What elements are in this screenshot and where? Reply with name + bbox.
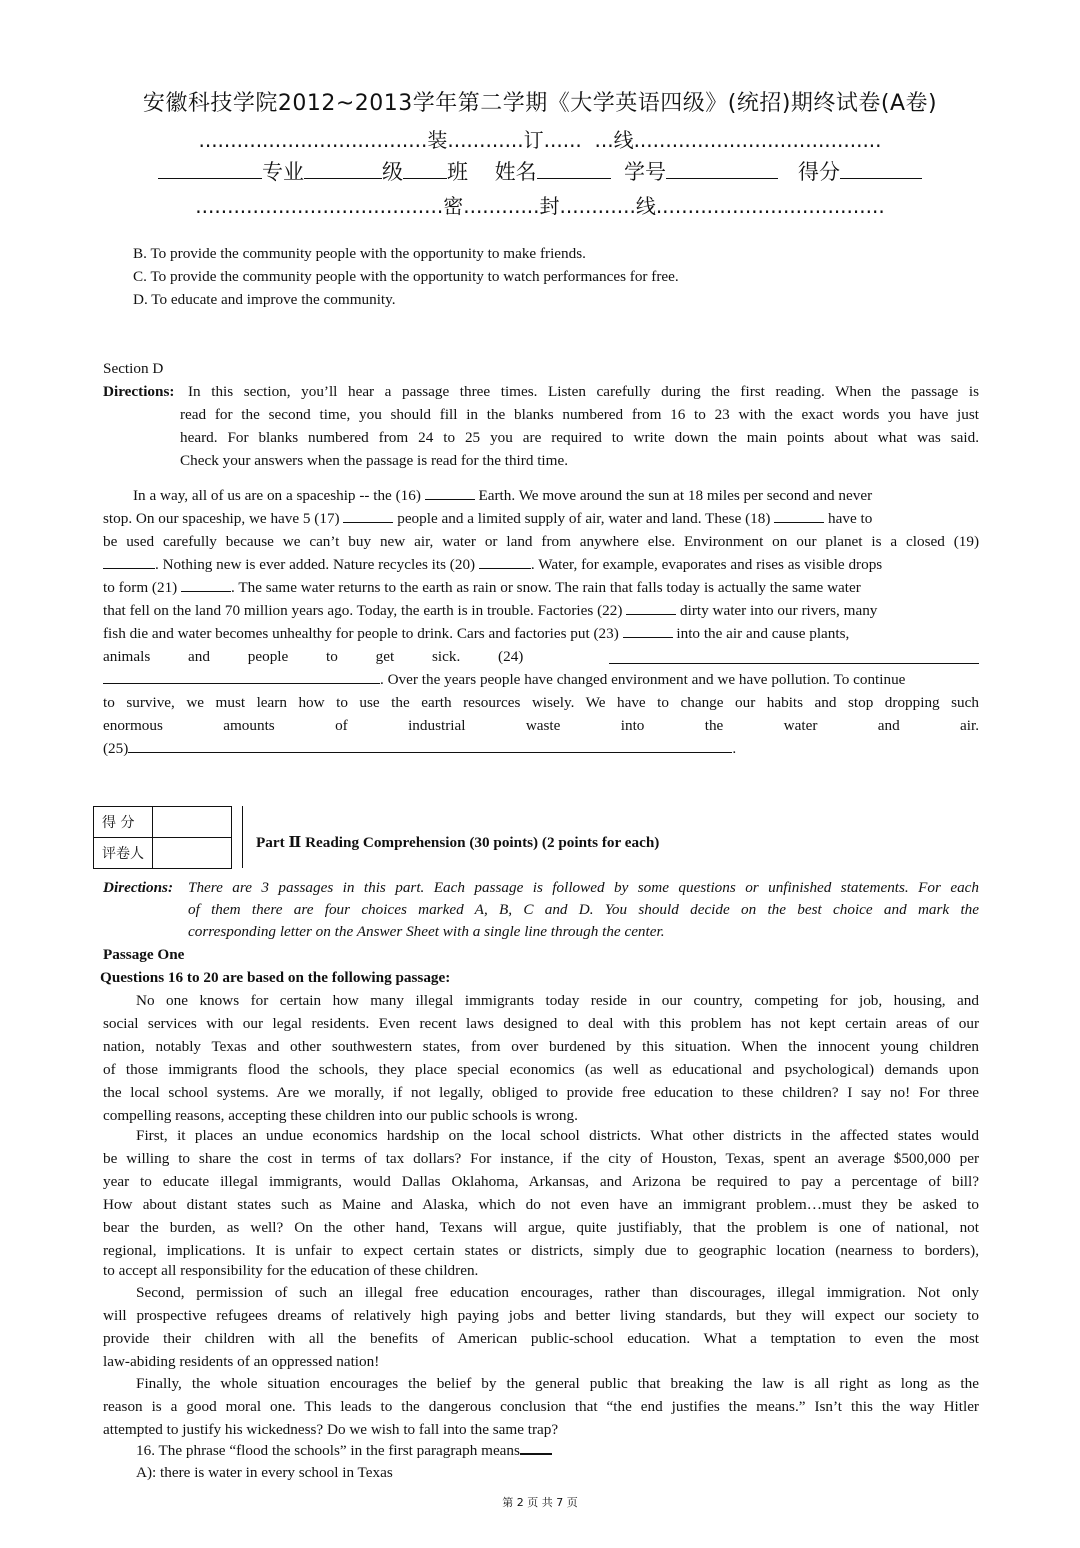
major-blank[interactable]	[158, 160, 262, 179]
paragraph-line: of those immigrants flood the schools, they place special economics (as well as educational and psychological) demands upon	[103, 1061, 979, 1078]
questions-intro: Questions 16 to 20 are based on the following passage:	[100, 969, 451, 986]
part2-directions-line: of them there are four choices marked A, B, C and D. You should decide on the best choice and mark the	[188, 901, 979, 918]
passage-line: that fell on the land 70 million years ago. Today, the earth is in trouble. Factories (22) dirty water into our rivers, many	[103, 599, 979, 622]
name-label: 姓名	[494, 160, 537, 184]
paragraph-line: year to educate illegal immigrants, would Dallas Oklahoma, Arkansas, and Arizona be required to pay a percentage of bill?	[103, 1173, 979, 1190]
part2-heading: Part Ⅱ Reading Comprehension (30 points) (2 points for each)	[256, 834, 660, 851]
answer-blank-16[interactable]	[520, 1438, 552, 1455]
passage-title: Passage One	[103, 946, 185, 963]
blank-24-line-2[interactable]	[103, 668, 380, 684]
class-label: 班	[446, 160, 468, 184]
passage-line: stop. On our spaceship, we have 5 (17) people and a limited supply of air, water and land. These (18) have to	[103, 507, 979, 530]
part2-directions-line: corresponding letter on the Answer Sheet with a single line through the center.	[188, 923, 665, 940]
paragraph-line: reason is a good moral one. This leads to the dangerous conclusion that “the end justifies the means.” Isn’t this the way Hitler	[103, 1398, 979, 1415]
section-d-directions-label: Directions:	[103, 383, 175, 400]
blank-16[interactable]	[425, 484, 475, 500]
blank-23[interactable]	[623, 622, 673, 638]
passage-line: (25) .	[103, 737, 979, 760]
passage-line: to form (21) . The same water returns to the earth as rain or snow. The rain that falls today is actually the same water	[103, 576, 979, 599]
score-label: 得分	[798, 160, 841, 184]
paragraph-line: First, it places an undue economics hardship on the local school districts. What other districts in the affected states would	[136, 1127, 979, 1144]
part2-directions-label: Directions:	[103, 879, 174, 896]
passage-line: In a way, all of us are on a spaceship -- the (16) Earth. We move around the sun at 18 miles per second and never	[133, 484, 1009, 507]
grader-label: 评卷人	[94, 838, 153, 869]
student-no-label: 学号	[624, 160, 667, 184]
blank-17[interactable]	[343, 507, 393, 523]
grader-cell[interactable]	[153, 838, 232, 869]
paragraph-line: Finally, the whole situation encourages the belief by the general public that breaking the law is all right as long as the	[136, 1375, 979, 1392]
question-16-option-a[interactable]: A): there is water in every school in Texas	[136, 1464, 393, 1481]
page-footer: 第 2 页 共 7 页	[502, 1496, 578, 1509]
blank-22[interactable]	[626, 599, 676, 615]
student-no-blank[interactable]	[666, 160, 778, 179]
name-blank[interactable]	[537, 160, 611, 179]
paragraph-line: to accept all responsibility for the education of these children.	[103, 1262, 479, 1279]
directions-line: read for the second time, you should fill in the blanks numbered from 16 to 23 with the exact words you have just	[180, 406, 979, 423]
paragraph-line: law-abiding residents of an oppressed nation!	[103, 1353, 380, 1370]
class-blank[interactable]	[403, 160, 447, 179]
paragraph-line: bear the burden, as well? On the other hand, Texans will argue, quite justifiably, that the problem is one of national, not	[103, 1219, 979, 1236]
paragraph-line: How about distant states such as Maine and Alaska, which do not even have an immigrant problem…must they be asked to	[103, 1196, 979, 1213]
binding-line-bottom: .......................................密............封............线....................................	[195, 194, 885, 218]
passage-line: to survive, we must learn how to use the earth resources wisely. We have to change our habits and stop dropping such	[103, 694, 979, 711]
binding-line-top: ....................................装............订...... ...线.......................................	[198, 128, 882, 152]
directions-line: Check your answers when the passage is read for the third time.	[180, 452, 569, 469]
paragraph-line: be willing to share the cost in terms of tax dollars? For instance, if the city of Houston, Texas, spent an average $500,000 per	[103, 1150, 979, 1167]
paragraph-line: the local school systems. Are we morally, if not legally, obliged to provide free education to these children? I say no! For three	[103, 1084, 979, 1101]
section-d-heading: Section D	[103, 360, 164, 377]
score-box	[93, 806, 232, 869]
blank-24-line-1[interactable]	[609, 645, 979, 664]
passage-line: enormous amounts of industrial waste into the water and air.	[103, 717, 979, 734]
paragraph-line: social services with our legal residents. Even recent laws designed to deal with this problem has not kept certain areas of our	[103, 1015, 979, 1032]
paragraph-line: will prospective refugees dreams of relatively high paying jobs and better living standards, but they will expect our society to	[103, 1307, 979, 1324]
option-b: B. To provide the community people with the opportunity to make friends.	[133, 245, 586, 262]
blank-18[interactable]	[774, 507, 824, 523]
blank-21[interactable]	[181, 576, 231, 592]
directions-line: In this section, you’ll hear a passage three times. Listen carefully during the first reading. When the passage is	[188, 383, 979, 400]
paragraph-line: nation, notably Texas and other southwestern states, from over burdened by this situation. When the innocent young children	[103, 1038, 979, 1055]
score-blank[interactable]	[840, 160, 922, 179]
passage-line: be used carefully because we can’t buy new air, water or land from anywhere else. Environment on our planet is a closed (19)	[103, 533, 979, 550]
score-box-cell[interactable]	[153, 807, 232, 838]
score-box-border	[242, 806, 243, 868]
paragraph-line: Second, permission of such an illegal free education encourages, rather than discourages, illegal immigration. Not only	[136, 1284, 979, 1301]
grade-label: 级	[381, 160, 403, 184]
passage-line: . Over the years people have changed environment and we have pollution. To continue	[103, 668, 979, 691]
blank-19[interactable]	[103, 553, 155, 569]
paragraph-line: No one knows for certain how many illegal immigrants today reside in our country, competing for job, housing, and	[136, 992, 979, 1009]
passage-line: fish die and water becomes unhealthy for people to drink. Cars and factories put (23) into the air and cause plants,	[103, 622, 979, 645]
blank-25[interactable]	[128, 737, 732, 753]
directions-line: heard. For blanks numbered from 24 to 25 you are required to write down the main points about what was said.	[180, 429, 979, 446]
paragraph-line: compelling reasons, accepting these children into our public schools is wrong.	[103, 1107, 578, 1124]
grade-blank[interactable]	[304, 160, 382, 179]
score-box-label: 得 分	[94, 807, 153, 838]
question-16: 16. The phrase “flood the schools” in the first paragraph means	[136, 1438, 1012, 1462]
paragraph-line: attempted to justify his wickedness? Do we wish to fall into the same trap?	[103, 1421, 559, 1438]
exam-title: 安徽科技学院2012~2013学年第二学期《大学英语四级》(统招)期终试卷(A卷)	[142, 91, 938, 116]
student-info-row	[0, 156, 1080, 186]
passage-line: . Nothing new is ever added. Nature recycles its (20) . Water, for example, evaporates and rises as visible drops	[103, 553, 979, 576]
blank-20[interactable]	[479, 553, 531, 569]
option-c: C. To provide the community people with the opportunity to watch performances for free.	[133, 268, 679, 285]
paragraph-line: regional, implications. It is unfair to expect certain states or districts, simply due to geographic location (nearness to borders),	[103, 1242, 979, 1259]
paragraph-line: provide their children with all the benefits of American public-school education. What a temptation to even the most	[103, 1330, 979, 1347]
passage-line: animals and people to get sick. (24)	[103, 648, 524, 665]
option-d: D. To educate and improve the community.	[133, 291, 396, 308]
major-label: 专业	[261, 160, 304, 184]
part2-directions-line: There are 3 passages in this part. Each passage is followed by some questions or unfinished statements. For each	[188, 879, 979, 896]
